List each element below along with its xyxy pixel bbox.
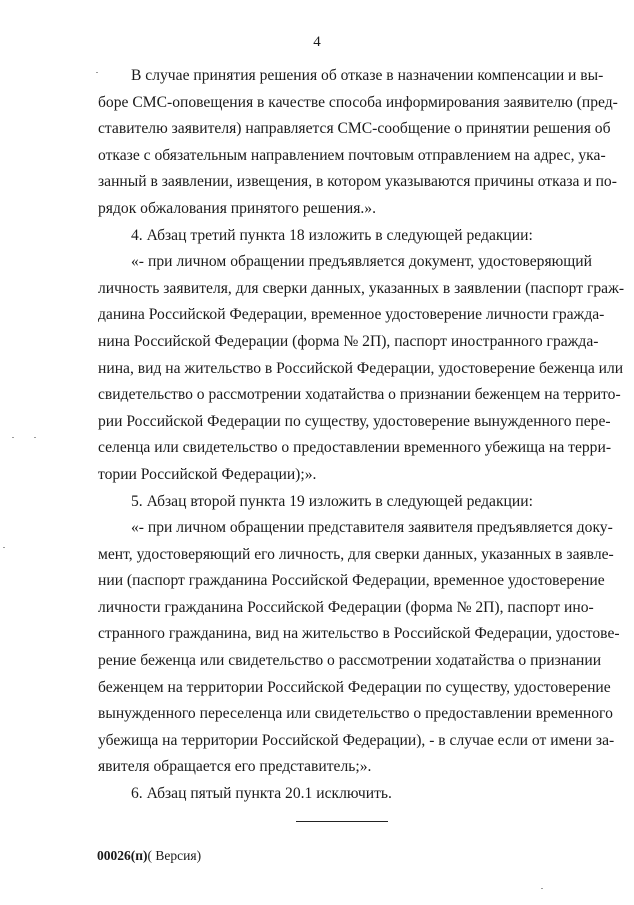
text-line: «- при личном обращении представителя заявителя предъявляется доку- [131, 519, 613, 537]
document-code-version: ( Версия) [147, 848, 202, 863]
text-line: нина, вид на жительство в Российской Федерации, удостоверение беженца или [98, 359, 624, 377]
text-line: беженцем на территории Российской Федерации по существу, удостоверение [98, 678, 611, 696]
text-line: явителя обращается его представитель;». [98, 758, 372, 776]
text-line: В случае принятия решения об отказе в назначении компенсации и вы- [131, 67, 604, 84]
text-line: странного гражданина, вид на жительство в Российской Федерации, удостове- [98, 625, 620, 643]
text-line: рение беженца или свидетельство о рассмотрении ходатайства о признании [98, 652, 602, 670]
text-line: нии (паспорт гражданина Российской Федерации, временное удостоверение [98, 572, 605, 590]
text-line: нина Российской Федерации (форма № 2П), паспорт иностранного гражда- [98, 332, 599, 350]
text-line: тории Российской Федерации);». [98, 465, 317, 483]
text-line: занный в заявлении, извещения, в котором указываются причины отказа и по- [98, 173, 617, 191]
scan-speck [541, 888, 543, 889]
document-code [97, 848, 201, 864]
scan-speck [96, 72, 98, 73]
text-line: убежища на территории Российской Федерации), - в случае если от имени за- [98, 731, 615, 749]
text-line: свидетельство о рассмотрении ходатайства о признании беженцем на террито- [98, 386, 621, 404]
scan-speck [12, 437, 14, 438]
text-line: личность заявителя, для сверки данных, указанных в заявлении (паспорт граж- [98, 279, 625, 297]
text-line: боре СМС-оповещения в качестве способа информирования заявителю (пред- [98, 93, 618, 111]
page-number: 4 [313, 34, 321, 50]
text-line: селенца или свидетельство о предоставлении временного убежища на терри- [98, 439, 612, 457]
text-line: рядок обжалования принятого решения.». [98, 199, 376, 217]
document-code-number: 00026(п) [97, 848, 148, 863]
text-line: вынужденного переселенца или свидетельство о предоставлении временного [98, 705, 613, 723]
text-line: данина Российской Федерации, временное удостоверение личности гражда- [98, 306, 605, 324]
text-line: отказе с обязательным направлением почтовым отправлением на адрес, ука- [98, 146, 606, 164]
text-line: «- при личном обращении предъявляется документ, удостоверяющий [131, 253, 592, 271]
separator-line [296, 821, 388, 822]
text-line: рии Российской Федерации по существу, удостоверение вынужденного пере- [98, 412, 611, 430]
body-text [98, 63, 625, 808]
text-line: 4. Абзац третий пункта 18 изложить в следующей редакции: [131, 226, 533, 244]
scan-speck [34, 437, 36, 438]
text-line: ставителю заявителя) направляется СМС-сообщение о принятии решения об [98, 120, 611, 138]
text-line: мент, удостоверяющий его личность, для сверки данных, указанных в заявле- [98, 545, 614, 563]
text-line: 5. Абзац второй пункта 19 изложить в следующей редакции: [131, 492, 533, 510]
scan-speck [3, 547, 5, 548]
text-line: 6. Абзац пятый пункта 20.1 исключить. [131, 785, 392, 803]
text-line: личности гражданина Российской Федерации (форма № 2П), паспорт ино- [98, 598, 594, 616]
